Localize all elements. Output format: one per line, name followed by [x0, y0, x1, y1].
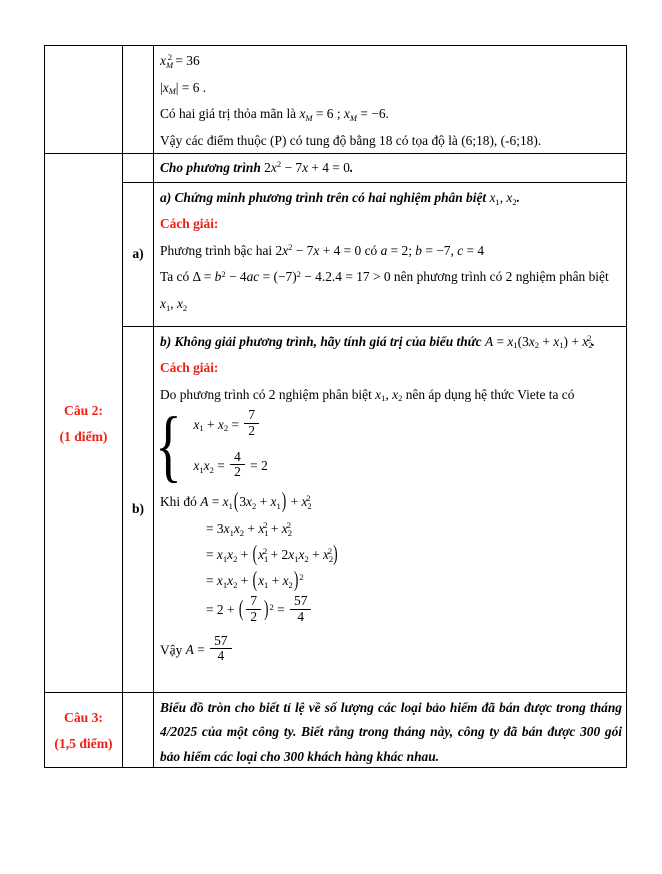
row-cau2 — [45, 154, 626, 693]
derivation-line: Khi đó $A = x_1(3x_2 + x_1) + x_2^2$ — [160, 488, 312, 513]
derivation-line: = $x_1x_2 + (x_1 + x_2)^2$ — [206, 567, 304, 592]
cell-empty-question-label — [45, 46, 123, 153]
system-equation: $x_1 + x_2$ = $\frac{7}{2}$ — [193, 410, 267, 440]
part-b-label: b) — [123, 327, 154, 692]
equation-system: { $x_1 + x_2$ = $\frac{7}{2}$ $x_1x_2$ = $\frac{4}{2}$ = 2 — [155, 402, 268, 491]
derivation-line: = 2 + ( $\frac{7}{2}$ )$^2$ = $\frac{57}{4}$ — [206, 596, 621, 626]
method-label: Cách giải: — [160, 360, 219, 376]
system-equations — [193, 407, 268, 482]
row-part-a — [123, 183, 626, 327]
cell-empty-part-label — [123, 693, 154, 767]
cell-part-a-solution — [154, 183, 626, 326]
cell-part-b-solution — [154, 327, 626, 692]
solution-line: Phương trình bậc hai $2x^2 - 7x + 4 = 0$ có a = 2; b = −7, c = 4 — [160, 242, 485, 258]
solution-line: Ta có $\Delta = b^2 - 4ac = (-7)^2 - 4.2.4 = 17 > 0$ nên phương trình có 2 nghiệm phân biệt — [160, 268, 609, 285]
row-cau2-problem — [123, 154, 626, 183]
row-question1-tail — [45, 46, 626, 154]
solution-line: $|x_M| = 6$ . — [160, 79, 207, 97]
part-a-title: a) Chứng minh phương trình trên có hai nghiệm phân biệt $x_1$, $x_2$. — [160, 189, 520, 207]
cell-cau2-problem — [154, 154, 626, 182]
answer-table — [44, 45, 627, 768]
derivation-line: = $3x_1x_2 + x_1^2 + x_2^2$ — [206, 520, 293, 538]
system-equation: $x_1x_2$ = $\frac{4}{2}$ = 2 — [193, 448, 268, 480]
method-label: Cách giải: — [160, 216, 219, 232]
row-part-b — [123, 327, 626, 692]
cell-question1-solution — [154, 46, 626, 153]
solution-line: $x_M^2 = 36$ — [160, 52, 200, 70]
cau2-content — [123, 154, 626, 692]
solution-line: $x_1$, $x_2$ — [160, 295, 188, 313]
cau3-title: Câu 3: — [64, 709, 103, 725]
cau3-statement-text: Biểu đồ tròn cho biết tỉ lệ về số lượng các loại bảo hiểm đã bán được trong tháng 4/2025 của một công ty. Biết rằng trong tháng này, công ty đã bán được 300 gói bảo hiểm các loại cho 300 khách hàng khác nhau. — [160, 700, 622, 764]
cau2-points: (1 điểm) — [59, 428, 108, 444]
part-b-title: b) Không giải phương trình, hãy tính giá trị của biểu thức $A = x_1(3x_2 + x_1) + x_2^2$. — [160, 332, 595, 351]
cau2-title: Câu 2: — [64, 402, 103, 418]
cell-empty-part-label — [123, 46, 154, 153]
derivation-line: = $x_1x_2 + (x_1^2 + 2x_1x_2 + x_2^2)$ — [206, 541, 338, 566]
problem-statement: Cho phương trình $2x^2 - 7x + 4 = 0$. — [160, 159, 354, 175]
solution-line: Vậy các điểm thuộc (P) có tung độ bằng 18 có tọa độ là (6;18), (-6;18). — [160, 132, 542, 148]
cell-cau2-label — [45, 154, 123, 692]
solution-line: Có hai giá trị thỏa mãn là $x_M = 6$ ; $x_M = -6$. — [160, 106, 389, 123]
row-cau3 — [45, 693, 626, 767]
conclusion-line: Vậy A = $\frac{57}{4}$ — [160, 636, 621, 666]
cell-empty-part-label — [123, 154, 154, 182]
cell-cau3-label — [45, 693, 123, 767]
cau3-points: (1,5 điểm) — [54, 735, 113, 751]
cell-cau3-statement — [154, 693, 626, 767]
part-a-label: a) — [123, 183, 154, 326]
solution-line: Do phương trình có 2 nghiệm phân biệt $x_1$, $x_2$ nên áp dụng hệ thức Viete ta có — [160, 386, 575, 404]
